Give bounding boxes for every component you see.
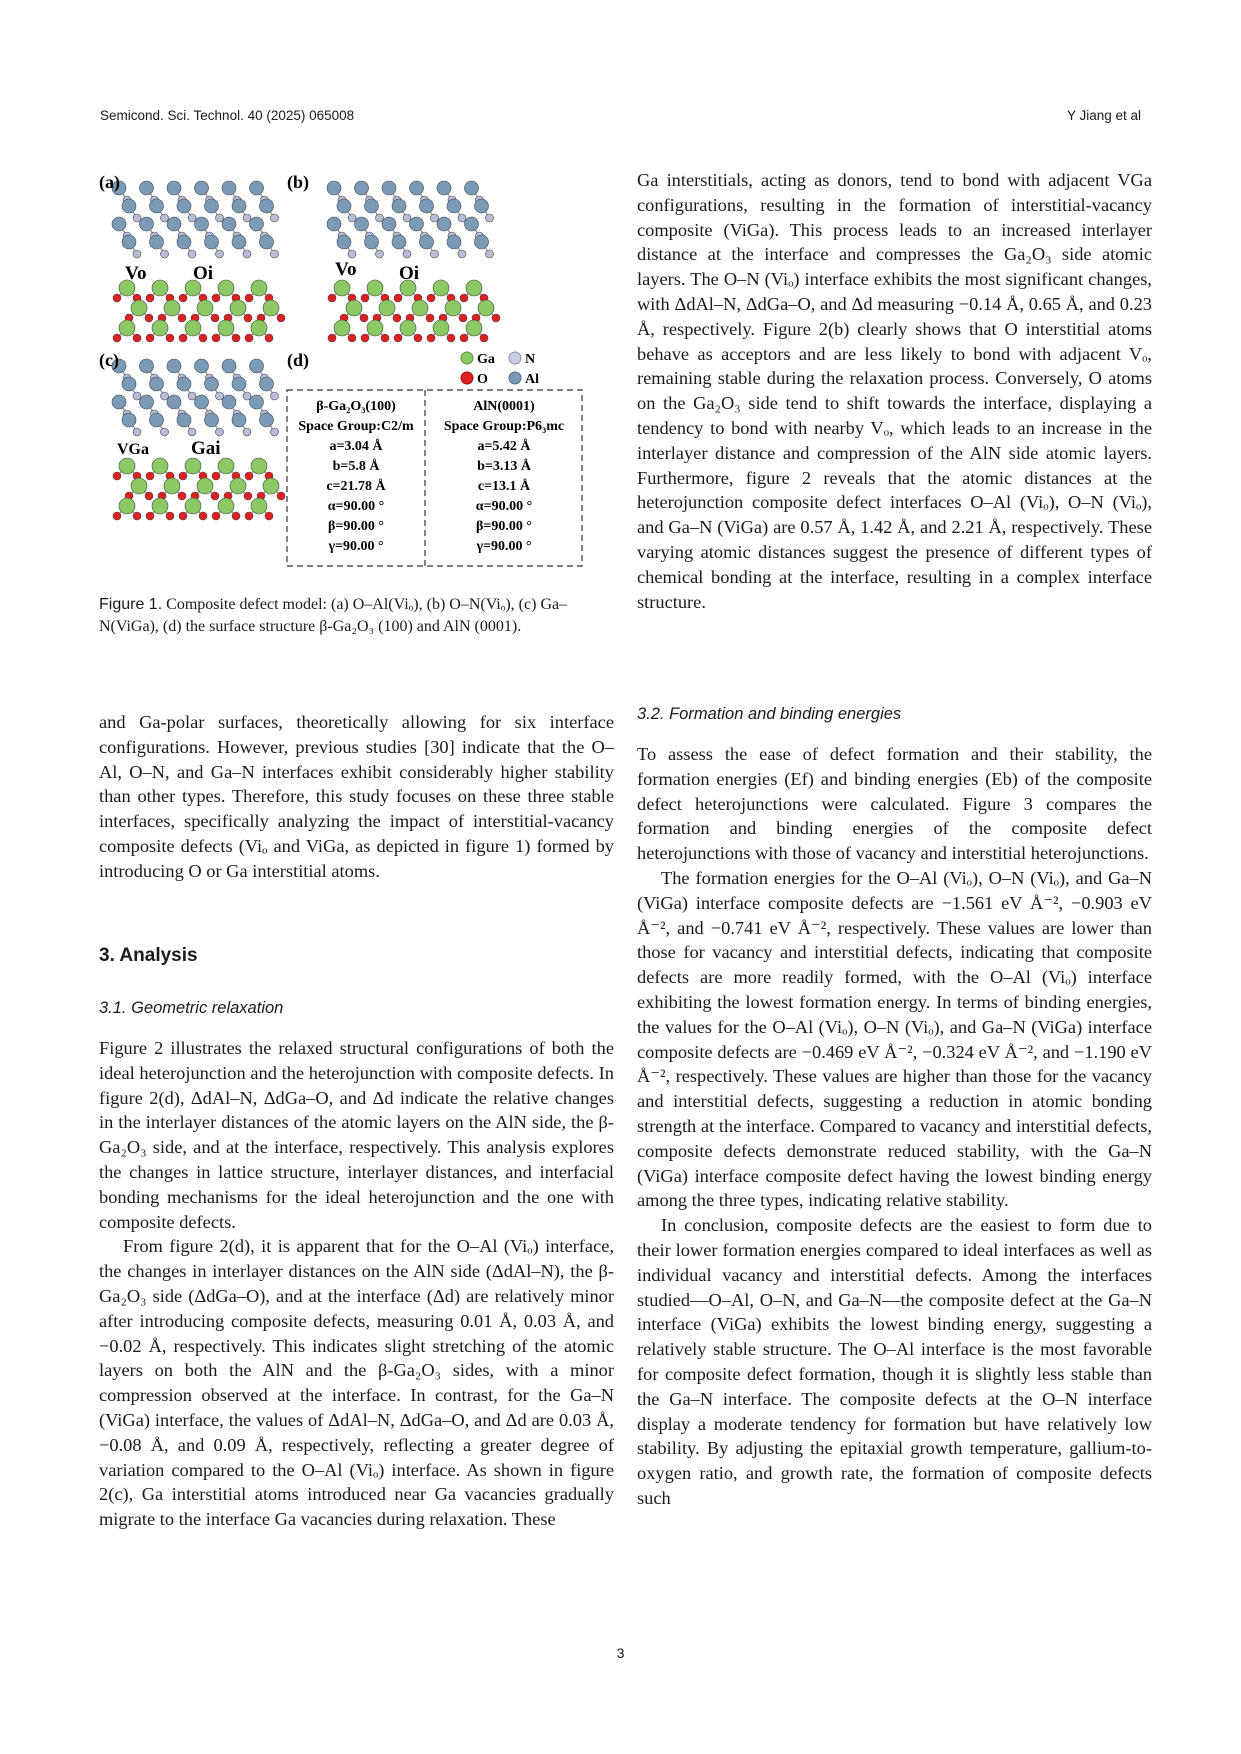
al-atom (177, 377, 191, 391)
table-right-b: b=3.13 Å (477, 459, 531, 474)
o-atom (414, 334, 422, 342)
o-atom (199, 512, 207, 520)
al-atom (140, 217, 154, 231)
al-atom (437, 217, 451, 231)
al-atom (260, 413, 274, 427)
left-column (99, 710, 614, 884)
section-title: 3. Analysis (99, 945, 198, 966)
n-atom (188, 214, 196, 222)
legend-n-marker (509, 352, 521, 364)
al-atom (150, 199, 164, 213)
al-atom (122, 235, 136, 249)
o-atom (199, 334, 207, 342)
al-atom (250, 181, 264, 195)
o-atom (178, 314, 186, 322)
al-atom (420, 199, 434, 213)
panel-label-b: (b) (287, 172, 309, 192)
table-right-alpha: α=90.00 ° (475, 499, 533, 514)
subsection-title-3-2: 3.2. Formation and binding energies (637, 705, 902, 723)
o-atom (145, 314, 153, 322)
left-paragraph-1: and Ga-polar surfaces, theoretically allowing for six interface configurations. However, previous studies [30] indicate that the O–Al, O–N, and Ga–N interfaces exhibit considerably higher stability than other types. Therefore, this study focuses on these three stable interfaces, specifically analyzing the impact of interstitial-vacancy composite defects (Viₒ and ViGa, as depicted in figure 1) formed by introducing O or Ga interstitial atoms. (99, 712, 614, 881)
ga-atom (197, 478, 213, 494)
al-atom (232, 377, 246, 391)
o-atom (232, 334, 240, 342)
caption-label: Figure 1. (99, 596, 163, 613)
al-atom (260, 199, 274, 213)
o-atom (426, 314, 434, 322)
o-atom (360, 314, 368, 322)
al-atom (250, 395, 264, 409)
o-atom (211, 492, 219, 500)
al-atom (250, 217, 264, 231)
annotation-b-vacancy: Vo (335, 259, 357, 280)
o-atom (245, 294, 253, 302)
ga-atom (185, 498, 201, 514)
ga-atom (367, 320, 383, 336)
o-atom (480, 334, 488, 342)
table-right-gamma: γ=90.00 ° (476, 539, 532, 554)
o-atom (232, 512, 240, 520)
al-atom (167, 359, 181, 373)
al-atom (150, 413, 164, 427)
o-atom (328, 334, 336, 342)
right-paragraph-3: The formation energies for the O–Al (Viₒ), O–N (Viₒ), and Ga–N (ViGa) interface composite defects are −1.561 eV Å⁻², −0.903 eV Å⁻², and −0.741 eV Å⁻², respectively. These values are lower than those for vacancy and interstitial defects, indicating that composite defects are more readily formed, with the O–Al (Viₒ) interface exhibiting the lowest formation energy. In terms of binding energies, the values for the O–Al (Viₒ), O–N (Viₒ), and Ga–N (ViGa) interface composite defects are −0.469 eV Å⁻², −0.324 eV Å⁻², and −1.190 eV Å⁻², respectively. These values are higher than those for the vacancy and interstitial defects, suggesting a reduction in atomic bonding strength at the interface. Compared to vacancy and interstitial defects, composite defects demonstrate reduced stability, with the Ga–N (ViGa) interface composite defect having the lowest binding energy among the three types, indicating relative stability. (637, 867, 1152, 1211)
table-left-title: β-Ga₂O₃(100) (316, 399, 396, 414)
n-atom (376, 214, 384, 222)
ga-atom (152, 458, 168, 474)
page-number: 3 (616, 1645, 625, 1661)
ga-atom (152, 280, 168, 296)
al-atom (167, 217, 181, 231)
o-atom (394, 294, 402, 302)
o-atom (133, 334, 141, 342)
n-atom (271, 250, 279, 258)
running-header-journal: Semicond. Sci. Technol. 40 (2025) 065008 (100, 108, 355, 123)
ga-atom (164, 300, 180, 316)
n-atom (216, 250, 224, 258)
o-atom (178, 492, 186, 500)
al-atom (205, 413, 219, 427)
n-atom (161, 250, 169, 258)
legend-al-marker (509, 372, 521, 384)
al-atom (392, 199, 406, 213)
al-atom (167, 181, 181, 195)
al-atom (140, 359, 154, 373)
al-atom (327, 217, 341, 231)
ga-atom (433, 320, 449, 336)
ga-atom (379, 300, 395, 316)
ga-atom (197, 300, 213, 316)
annotation-a-vacancy: Vo (125, 263, 147, 284)
al-atom (475, 199, 489, 213)
o-atom (179, 512, 187, 520)
o-atom (328, 294, 336, 302)
o-atom (459, 314, 467, 322)
n-atom (348, 250, 356, 258)
n-atom (271, 392, 279, 400)
al-atom (392, 235, 406, 249)
ga-atom (152, 498, 168, 514)
al-atom (260, 377, 274, 391)
n-atom (243, 214, 251, 222)
subsection-title-3-1: 3.1. Geometric relaxation (99, 999, 284, 1017)
panel-label-a: (a) (99, 172, 120, 192)
o-atom (113, 334, 121, 342)
table-left-b: b=5.8 Å (332, 459, 380, 474)
ga-atom (334, 280, 350, 296)
n-atom (376, 250, 384, 258)
al-atom (447, 199, 461, 213)
n-atom (486, 250, 494, 258)
o-atom (146, 294, 154, 302)
legend-al-label: Al (525, 372, 539, 387)
al-atom (122, 413, 136, 427)
al-atom (195, 395, 209, 409)
n-atom (431, 250, 439, 258)
al-atom (355, 217, 369, 231)
ga-atom (131, 478, 147, 494)
o-atom (348, 334, 356, 342)
o-atom (113, 472, 121, 480)
n-atom (243, 428, 251, 436)
ga-atom (185, 320, 201, 336)
table-right-a: a=5.42 Å (477, 439, 531, 454)
o-atom (179, 334, 187, 342)
al-atom (465, 217, 479, 231)
table-left-c: c=21.78 Å (326, 479, 386, 494)
annotation-a-interstitial: Oi (193, 263, 214, 284)
annotation-c-vacancy: VGa (117, 441, 149, 458)
o-atom (245, 334, 253, 342)
ga-atom (334, 320, 350, 336)
al-atom (122, 377, 136, 391)
al-atom (167, 395, 181, 409)
al-atom (410, 217, 424, 231)
al-atom (382, 217, 396, 231)
al-atom (150, 235, 164, 249)
n-atom (216, 214, 224, 222)
n-atom (133, 428, 141, 436)
n-atom (188, 250, 196, 258)
panel-label-c: (c) (99, 350, 119, 370)
figure-1 (99, 168, 614, 578)
n-atom (271, 428, 279, 436)
figure-legend (461, 352, 539, 387)
table-left-alpha: α=90.00 ° (327, 499, 385, 514)
n-atom (216, 392, 224, 400)
o-atom (394, 334, 402, 342)
o-atom (166, 334, 174, 342)
panel-label-d: (d) (287, 350, 309, 370)
o-atom (492, 314, 500, 322)
o-atom (211, 314, 219, 322)
al-atom (205, 199, 219, 213)
figure-1-caption (99, 594, 614, 638)
n-atom (188, 428, 196, 436)
al-atom (355, 181, 369, 195)
n-atom (161, 428, 169, 436)
ga-atom (218, 458, 234, 474)
ga-atom (251, 280, 267, 296)
caption-text: Composite defect model: (a) O–Al(Viₒ), (b) O–N(Viₒ), (c) Ga–N(ViGa), (d) the surface structure β-Ga₂O₃ (100) and AlN (0001). (99, 596, 568, 635)
o-atom (212, 294, 220, 302)
al-atom (327, 181, 341, 195)
al-atom (465, 181, 479, 195)
n-atom (243, 392, 251, 400)
legend-o-marker (461, 372, 473, 384)
running-header-authors: Y Jiang et al (1066, 108, 1141, 123)
left-paragraph-3: From figure 2(d), it is apparent that for the O–Al (Viₒ) interface, the changes in interlayer distances on the AlN side (ΔdAl–N), the β-Ga₂O₃ side (ΔdGa–O), and at the interface (Δd) are relatively minor after introducing composite defects, measuring 0.01 Å, 0.03 Å, and −0.02 Å, respectively. This indicates slight stretching of the atomic layers on both the AlN and the β-Ga₂O₃ sides, with a minor compression observed at the interface. In contrast, for the Ga–N (ViGa) interface, the values of ΔdAl–N, ΔdGa–O, and Δd are 0.03 Å, −0.08 Å, and 0.09 Å, respectively, reflecting a greater degree of variation compared to the O–Al (Viₒ) interface. As shown in figure 2(c), Ga interstitial atoms introduced near Ga vacancies gradually migrate to the interface Ga vacancies during relaxation. These (99, 1236, 614, 1530)
o-atom (460, 294, 468, 302)
al-atom (177, 199, 191, 213)
o-atom (277, 492, 285, 500)
ga-atom (263, 478, 279, 494)
subsection-energies (637, 702, 1152, 727)
o-atom (146, 512, 154, 520)
al-atom (337, 235, 351, 249)
o-atom (265, 334, 273, 342)
left-paragraph-2: Figure 2 illustrates the relaxed structural configurations of both the ideal heterojunction and the heterojunction with composite defects. In figure 2(d), ΔdAl–N, ΔdGa–O, and Δd indicate the relative changes in the interlayer distances of the atomic layers on the AlN side, the β-Ga₂O₃ side, and at the interface, respectively. This analysis explores the changes in lattice structure, interlayer distances, and interfacial bonding mechanisms for the ideal heterojunction and the one with composite defects. (99, 1038, 614, 1232)
al-atom (232, 235, 246, 249)
ga-atom (263, 300, 279, 316)
table-right-beta: β=90.00 ° (476, 519, 532, 534)
right-paragraph-2: To assess the ease of defect formation and their stability, the formation energies (Ef) and binding energies (Eb) of the composite defect heterojunctions were calculated. Figure 3 compares the formation and binding energies of the composite defect heterojunctions with those of vacancy and interstitial heterojunctions. (637, 744, 1152, 864)
o-atom (393, 314, 401, 322)
n-atom (271, 214, 279, 222)
ga-atom (218, 320, 234, 336)
o-atom (245, 472, 253, 480)
right-column-body (637, 742, 1152, 1511)
n-atom (133, 214, 141, 222)
al-atom (150, 377, 164, 391)
n-atom (458, 250, 466, 258)
legend-n-label: N (525, 352, 536, 367)
ga-atom (185, 458, 201, 474)
ga-atom (230, 478, 246, 494)
o-atom (244, 314, 252, 322)
o-atom (447, 334, 455, 342)
o-atom (179, 472, 187, 480)
o-atom (427, 334, 435, 342)
al-atom (177, 235, 191, 249)
o-atom (361, 294, 369, 302)
ga-atom (367, 280, 383, 296)
n-atom (403, 250, 411, 258)
table-left-spacegroup: Space Group:C2/m (298, 419, 414, 434)
al-atom (365, 199, 379, 213)
al-atom (475, 235, 489, 249)
al-atom (365, 235, 379, 249)
al-atom (437, 181, 451, 195)
o-atom (212, 334, 220, 342)
al-atom (205, 235, 219, 249)
ga-atom (131, 300, 147, 316)
table-left-gamma: γ=90.00 ° (328, 539, 384, 554)
al-atom (420, 235, 434, 249)
n-atom (458, 214, 466, 222)
al-atom (447, 235, 461, 249)
o-atom (212, 512, 220, 520)
ga-atom (119, 458, 135, 474)
o-atom (460, 334, 468, 342)
n-atom (216, 428, 224, 436)
al-atom (112, 217, 126, 231)
ga-atom (119, 498, 135, 514)
o-atom (113, 294, 121, 302)
n-atom (431, 214, 439, 222)
o-atom (277, 314, 285, 322)
left-column-body (99, 1036, 614, 1532)
o-atom (146, 472, 154, 480)
al-atom (337, 199, 351, 213)
al-atom (260, 235, 274, 249)
ga-atom (251, 498, 267, 514)
ga-atom (218, 498, 234, 514)
panel-a-structure (112, 181, 285, 342)
ga-atom (478, 300, 494, 316)
annotation-b-interstitial: Oi (399, 263, 420, 284)
figure-1-graphic (99, 168, 614, 578)
table-left-beta: β=90.00 ° (328, 519, 384, 534)
o-atom (361, 334, 369, 342)
n-atom (348, 214, 356, 222)
al-atom (140, 181, 154, 195)
ga-atom (412, 300, 428, 316)
legend-ga-label: Ga (477, 352, 495, 367)
n-atom (243, 250, 251, 258)
ga-atom (152, 320, 168, 336)
n-atom (486, 214, 494, 222)
ga-atom (230, 300, 246, 316)
al-atom (122, 199, 136, 213)
annotation-c-interstitial: Gai (191, 438, 221, 459)
subsection-geometric (99, 996, 614, 1021)
table-right-title: AlN(0001) (473, 399, 535, 414)
n-atom (161, 214, 169, 222)
section-analysis (99, 944, 614, 969)
table-right-c: c=13.1 Å (477, 479, 531, 494)
o-atom (427, 294, 435, 302)
ga-atom (251, 320, 267, 336)
o-atom (133, 512, 141, 520)
n-atom (403, 214, 411, 222)
al-atom (205, 377, 219, 391)
n-atom (133, 250, 141, 258)
table-left-a: a=3.04 Å (329, 439, 383, 454)
ga-atom (466, 320, 482, 336)
al-atom (222, 217, 236, 231)
ga-atom (218, 280, 234, 296)
al-atom (195, 217, 209, 231)
ga-atom (251, 458, 267, 474)
al-atom (222, 181, 236, 195)
ga-atom (400, 320, 416, 336)
al-atom (177, 413, 191, 427)
o-atom (113, 512, 121, 520)
al-atom (222, 359, 236, 373)
al-atom (232, 199, 246, 213)
ga-atom (466, 280, 482, 296)
legend-o-label: O (477, 372, 488, 387)
n-atom (188, 392, 196, 400)
right-paragraph-4: In conclusion, composite defects are the easiest to form due to their lower formation energies compared to ideal interfaces as well as individual vacancy and interstitial defects. Among the interfaces studied—O–Al, O–N, and Ga–N—the composite defect at the Ga–N interface (ViGa) exhibits the lowest binding energy, suggesting a relatively stable structure. The O–Al interface is the most favorable for composite defect formation, though it is slightly less stable than the Ga–N interface. The composite defects at the O–N interface display a moderate tendency for formation but have relatively low stability. By adjusting the epitaxial growth temperature, gallium-to-oxygen ratio, and growth rate, the formation of composite defects such (637, 1215, 1152, 1508)
al-atom (250, 359, 264, 373)
o-atom (145, 492, 153, 500)
right-paragraph-1: Ga interstitials, acting as donors, tend to bond with adjacent VGa configurations, resulting in the formation of interstitial-vacancy composite (ViGa). This process leads to an increased interlayer distance at the interface and compresses the Ga₂O₃ side atomic layers. The O–N (Viₒ) interface exhibits the most significant changes, with ΔdAl–N, ΔdGa–O, and Δd measuring −0.14 Å, 0.65 Å, and 0.23 Å, respectively. Figure 2(b) clearly shows that O interstitial atoms behave as acceptors and are less likely to bond with adjacent Vₒ, remaining stable during the relaxation process. Conversely, O atoms on the Ga₂O₃ side tend to shift towards the interface, displaying a tendency to bond with nearby Vₒ, which leads to an increase in the interlayer distance and compression of the AlN side atomic layers. Furthermore, figure 2 reveals that the atomic distances at the heterojunction composite defect interfaces O–Al (Viₒ), O–N (Viₒ), and Ga–N (ViGa) are 0.57 Å, 1.42 Å, and 2.21 Å, respectively. These varying atomic distances suggest the presence of different types of chemical bonding at the interface, resulting in a complex interface structure. (637, 170, 1152, 612)
o-atom (244, 492, 252, 500)
o-atom (265, 512, 273, 520)
ga-atom (445, 300, 461, 316)
o-atom (166, 512, 174, 520)
o-atom (179, 294, 187, 302)
al-atom (195, 181, 209, 195)
ga-atom (346, 300, 362, 316)
al-atom (195, 359, 209, 373)
o-atom (146, 334, 154, 342)
ga-atom (119, 320, 135, 336)
right-column-top (637, 168, 1152, 614)
n-atom (133, 392, 141, 400)
ga-atom (433, 280, 449, 296)
al-atom (140, 395, 154, 409)
al-atom (410, 181, 424, 195)
table-right-spacegroup: Space Group:P6₃mc (443, 419, 565, 434)
o-atom (212, 472, 220, 480)
lattice-parameter-table (287, 390, 582, 566)
n-atom (161, 392, 169, 400)
o-atom (381, 334, 389, 342)
legend-ga-marker (461, 352, 473, 364)
al-atom (232, 413, 246, 427)
o-atom (245, 512, 253, 520)
al-atom (112, 395, 126, 409)
al-atom (222, 395, 236, 409)
ga-atom (164, 478, 180, 494)
al-atom (382, 181, 396, 195)
